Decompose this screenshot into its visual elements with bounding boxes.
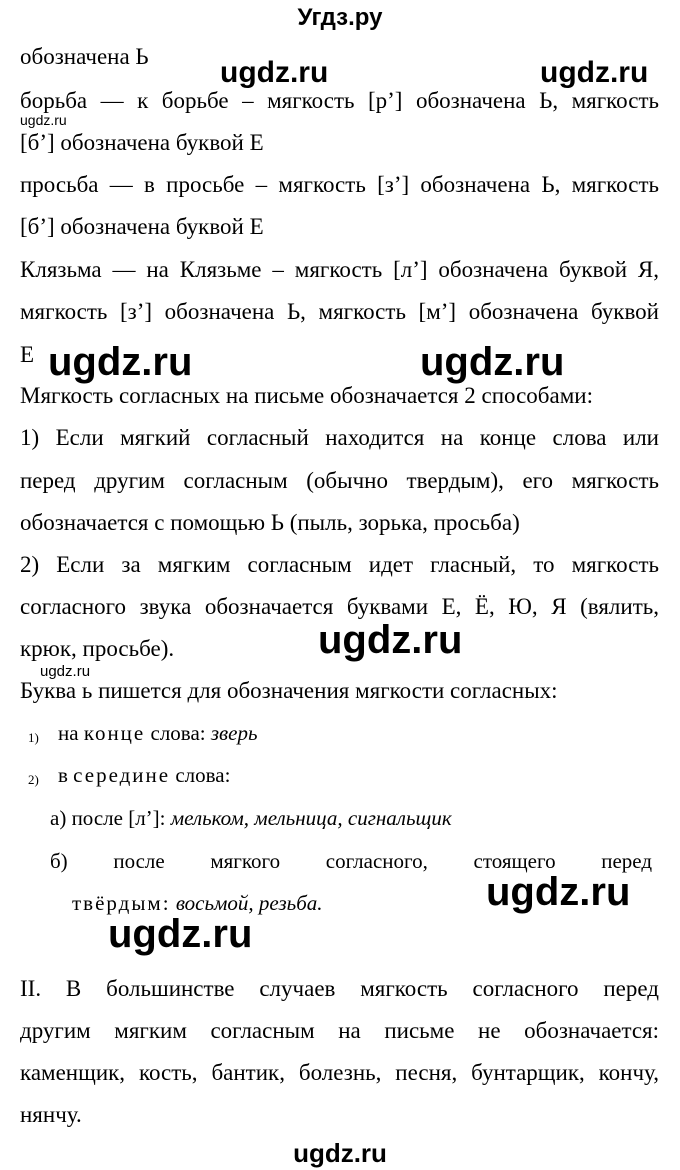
text-line: обозначена Ь [20, 44, 149, 69]
watermark: ugdz.ru [420, 340, 565, 384]
rule-sub-b: б) после мягкого согласного, стоящего перед [50, 849, 652, 873]
text-line: борьба — к борьбе – мягкость [р’] обозначена Ь, мягкость [20, 88, 659, 113]
text-line: перед другим согласным (обычно твердым), его мягкость [20, 468, 659, 493]
text-line: крюк, просьбе). [20, 636, 175, 661]
watermark: ugdz.ru [108, 912, 253, 956]
watermark: ugdz.ru [220, 56, 329, 89]
text-line: Мягкость согласных на письме обозначается 2 способами: [20, 383, 593, 408]
watermark: ugdz.ru [486, 870, 631, 914]
rule-sub-a: а) после [л’]: мельком, мельница, сигнальщик [50, 806, 452, 830]
text-line: [б’] обозначена буквой Е [20, 130, 264, 155]
watermark-small: ugdz.ru [40, 663, 91, 680]
watermark: ugdz.ru [48, 340, 193, 384]
text-line: согласного звука обозначается буквами Е, Ё, Ю, Я (вялить, [20, 594, 659, 619]
site-header: Угдз.ру [297, 4, 383, 31]
text-line: нянчу. [20, 1102, 82, 1127]
text-line: обозначается с помощью Ь (пыль, зорька, просьба) [20, 510, 520, 535]
text-line: мягкость [з’] обозначена Ь, мягкость [м’] обозначена буквой [20, 299, 659, 324]
rule-line: на конце слова: зверь [58, 721, 258, 745]
watermark: ugdz.ru [318, 618, 463, 662]
rule-sub-b-cont: твёрдым: восьмой, резьба. [72, 891, 323, 915]
text-line: 2) Если за мягким согласным идет гласный, то мягкость [20, 552, 659, 577]
text-line: Клязьма — на Клязьме – мягкость [л’] обозначена буквой Я, [20, 257, 659, 282]
watermark: ugdz.ru [540, 56, 649, 89]
text-line: [б’] обозначена буквой Е [20, 214, 264, 239]
watermark-small: ugdz.ru [20, 112, 67, 128]
text-line: Буква ь пишется для обозначения мягкости согласных: [20, 678, 558, 703]
text-line: другим мягким согласным на письме не обозначается: [20, 1018, 659, 1043]
text-line: просьба — в просьбе – мягкость [з’] обозначена Ь, мягкость [20, 172, 659, 197]
rule-line: в середине слова: [58, 763, 231, 787]
text-line: Е [20, 342, 35, 367]
site-footer: ugdz.ru [293, 1138, 387, 1168]
text-line: 1) Если мягкий согласный находится на конце слова или [20, 425, 659, 450]
list-number: 2) [28, 772, 39, 787]
list-number: 1) [28, 730, 39, 745]
text-line: каменщик, кость, бантик, болезнь, песня, бунтарщик, кончу, [20, 1060, 659, 1085]
text-line: II. В большинстве случаев мягкость согласного перед [20, 976, 659, 1001]
